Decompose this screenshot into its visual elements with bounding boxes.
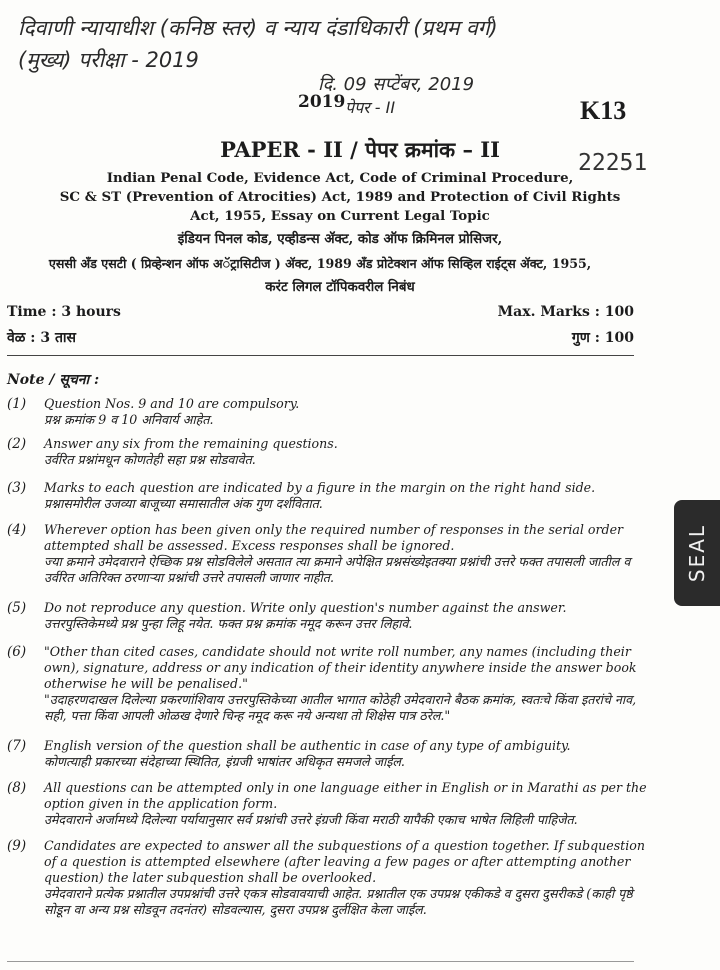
max-marks-label-marathi: गुण : 100 (571, 330, 634, 346)
subject-mr-line-2: एससी अँड एसटी ( प्रिव्हेन्शन ऑफ अॅट्रासिटीज ) ॲक्ट, 1989 अँड प्रोटेक्शन ऑफ सिव्हिल राईट्स ॲक्ट, 1955, (48, 256, 592, 271)
note-text-en: Wherever option has been given only the required number of responses in the serial order attempted shall be assessed. Excess responses shall be ignored. (44, 522, 624, 553)
note-number: (2) (7, 436, 27, 452)
subject-en-line-1: Indian Penal Code, Evidence Act, Code of Criminal Procedure, (106, 170, 574, 186)
seal-tab (674, 500, 720, 606)
divider (7, 355, 634, 356)
paper-code: K13 (580, 96, 627, 125)
note-text-en: Marks to each question are indicated by a figure in the margin on the right hand side. (44, 480, 596, 495)
note-number: (4) (7, 522, 27, 538)
note-item (7, 522, 647, 586)
handwritten-exam-date: दि. 09 सप्टेंबर, 2019 (318, 74, 475, 95)
handwritten-paper-number: पेपर - II (345, 98, 396, 117)
subject-mr-line-3: करंट लिगल टॉपिकवरील निबंध (265, 279, 415, 295)
bottom-divider (7, 961, 634, 962)
time-marks-row-en (7, 304, 634, 320)
note-text-mr: उमेदवाराने अर्जामध्ये दिलेल्या पर्यायानुसार सर्व प्रश्नांची उत्तरे इंग्रजी किंवा मराठी यापैकी एकाच भाषेत लिहिली पाहिजेत. (44, 812, 578, 827)
note-text-mr: उमेदवाराने प्रत्येक प्रश्नातील उपप्रश्नांची उत्तरे एकत्र सोडवावयाची आहेत. प्रश्नातील एक उपप्रश्न एकीकडे व दुसरा दुसरीकडे (काही पृष्ठे सोडून वा अन्य प्रश्न सोडवून तदनंतर) सोडवल्यास, दुसरा उपप्रश्न दुर्लक्षित केला जाईल. (44, 886, 633, 917)
subject-en-line-3: Act, 1955, Essay on Current Legal Topic (190, 208, 490, 224)
note-item (7, 644, 647, 724)
time-label: Time : 3 hours (7, 304, 121, 320)
note-text-mr: कोणत्याही प्रकारच्या संदेहाच्या स्थितित, इंग्रजी भाषांतर अधिकृत समजले जाईल. (44, 754, 405, 769)
note-item (7, 600, 647, 632)
max-marks-label: Max. Marks : 100 (497, 304, 634, 320)
note-text-en: English version of the question shall be authentic in case of any type of ambiguity. (44, 738, 571, 753)
note-text-mr: "उदाहरणदाखल दिलेल्या प्रकरणांशिवाय उत्तरपुस्तिकेच्या आतील भागात कोठेही उमेदवाराने बैठक क्रमांक, स्वतःचे किंवा इतरांचे नाव, सही, पत्ता किंवा आपली ओळख देणारे चिन्ह नमूद करू नये अन्यथा तो शिक्षेस पात्र ठरेल." (44, 692, 637, 723)
subject-en-line-2: SC & ST (Prevention of Atrocities) Act, 1989 and Protection of Civil Rights (59, 189, 621, 205)
note-text-mr: प्रश्नासमोरील उजव्या बाजूच्या समासातील अंक गुण दर्शवितात. (44, 496, 323, 511)
serial-number: 22251 (578, 150, 648, 176)
note-number: (3) (7, 480, 27, 496)
handwritten-exam-name: दिवाणी न्यायाधीश (कनिष्ठ स्तर) व न्याय दंडाधिकारी (प्रथम वर्ग) (18, 16, 498, 40)
handwritten-exam-stage: (मुख्य) परीक्षा - 2019 (18, 48, 199, 72)
note-item (7, 780, 647, 828)
note-heading: Note / सूचना : (7, 372, 100, 388)
time-marks-row-mr (7, 328, 634, 347)
note-number: (1) (7, 396, 27, 412)
subject-mr-line-1: इंडियन पिनल कोड, एव्हीडन्स ॲक्ट, कोड ऑफ क्रिमिनल प्रोसिजर, (177, 231, 503, 247)
note-text-mr: उत्तरपुस्तिकेमध्ये प्रश्न पुन्हा लिहू नयेत. फक्त प्रश्न क्रमांक नमूद करून उत्तर लिहावे. (44, 616, 413, 631)
note-text-mr: प्रश्न क्रमांक 9 व 10 अनिवार्य आहेत. (44, 412, 214, 427)
note-text-mr: उर्वरित प्रश्नांमधून कोणतेही सहा प्रश्न सोडवावेत. (44, 452, 256, 467)
note-text-mr: ज्या क्रमाने उमेदवाराने ऐच्छिक प्रश्न सोडविलेले असतात त्या क्रमाने अपेक्षित प्रश्नसंख्येइतक्या प्रश्नांची उत्तरे फक्त तपासली जातील व उर्वरित अतिरिक्त ठरणाऱ्या प्रश्नांची उत्तरे तपासली जाणार नाहीत. (44, 554, 631, 585)
seal-label: SEAL (685, 523, 709, 583)
note-item (7, 838, 647, 918)
printed-year: 2019 (298, 92, 346, 112)
note-text-en: Answer any six from the remaining questions. (44, 436, 338, 451)
note-item (7, 738, 647, 770)
paper-title: PAPER - II / पेपर क्रमांक – II (220, 137, 500, 162)
note-number: (9) (7, 838, 27, 854)
note-text-en: "Other than cited cases, candidate should not write roll number, any names (including their own), signature, address or any indication of their identity anywhere inside the answer book otherwise he will be penalised." (44, 644, 637, 691)
time-label-marathi: वेळ : 3 तास (7, 330, 77, 346)
note-number: (8) (7, 780, 27, 796)
note-number: (5) (7, 600, 27, 616)
note-number: (6) (7, 644, 27, 660)
note-text-en: Do not reproduce any question. Write only question's number against the answer. (44, 600, 567, 615)
note-text-en: Candidates are expected to answer all the subquestions of a question together. If subquestion of a question is attempted elsewhere (after leaving a few pages or after attempting another question) the later subquestion shall be overlooked. (44, 838, 645, 885)
note-text-en: Question Nos. 9 and 10 are compulsory. (44, 396, 300, 411)
note-number: (7) (7, 738, 27, 754)
note-text-en: All questions can be attempted only in one language either in English or in Marathi as per the option given in the application form. (44, 780, 647, 811)
note-item (7, 480, 647, 512)
note-item (7, 396, 647, 428)
note-item (7, 436, 647, 468)
